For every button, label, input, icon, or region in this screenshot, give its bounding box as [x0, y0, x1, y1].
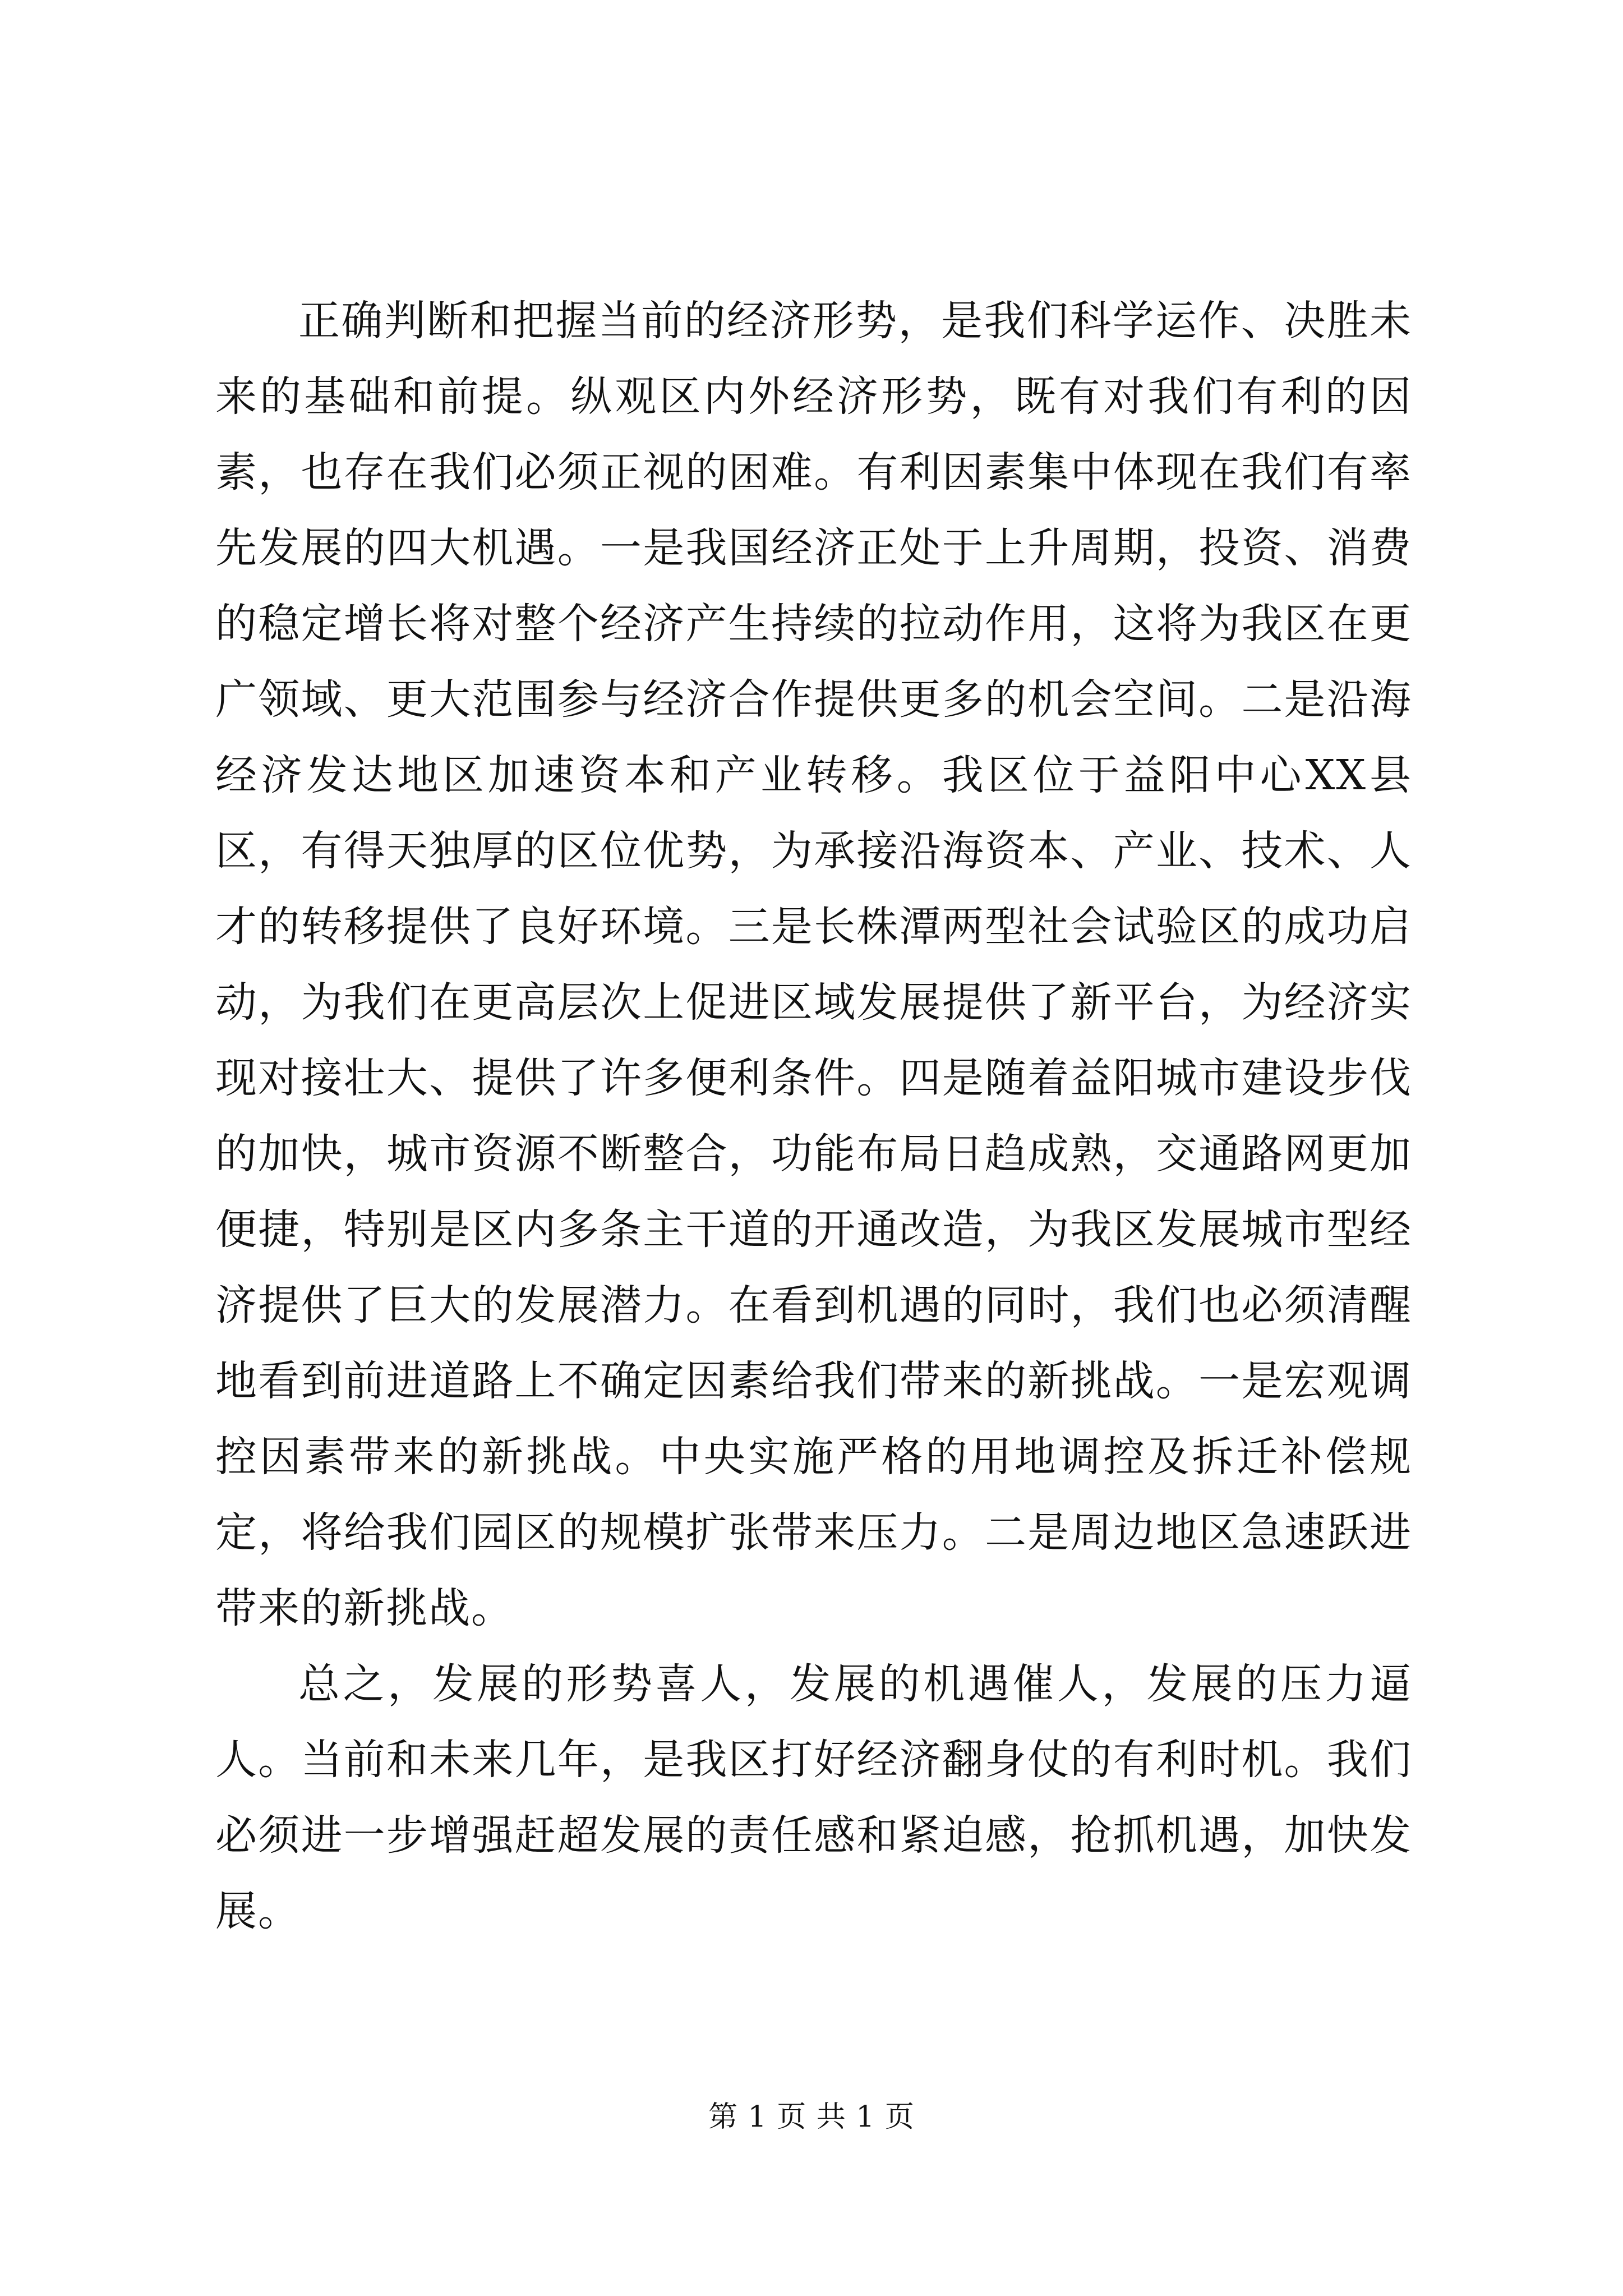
paragraph-conclusion: 总之，发展的形势喜人，发展的机遇催人，发展的压力逼人。当前和未来几年，是我区打好经济翻身仗的有利时机。我们必须进一步增强赶超发展的责任感和紧迫感，抢抓机遇，加快发展。: [215, 1660, 1412, 1935]
document-body: [215, 283, 1412, 1949]
page-footer: 第 1 页 共 1 页: [708, 2100, 915, 2134]
paragraph-economic-situation: 正确判断和把握当前的经济形势，是我们科学运作、决胜未来的基础和前提。纵观区内外经济形势，既有对我们有利的因素，也存在我们必须正视的困难。有利因素集中体现在我们有率先发展的四大机遇。一是我国经济正处于上升周期，投资、消费的稳定增长将对整个经济产生持续的拉动作用，这将为我区在更广领域、更大范围参与经济合作提供更多的机会空间。二是沿海经济发达地区加速资本和产业转移。我区位于益阳中心XX县区，有得天独厚的区位优势，为承接沿海资本、产业、技术、人才的转移提供了良好环境。三是长株潭两型社会试验区的成功启动，为我们在更高层次上促进区域发展提供了新平台，为经济实现对接壮大、提供了许多便利条件。四是随着益阳城市建设步伐的加快，城市资源不断整合，功能布局日趋成熟，交通路网更加便捷，特别是区内多条主干道的开通改造，为我区发展城市型经济提供了巨大的发展潜力。在看到机遇的同时，我们也必须清醒地看到前进道路上不确定因素给我们带来的新挑战。一是宏观调控因素带来的新挑战。中央实施严格的用地调控及拆迁补偿规定，将给我们园区的规模扩张带来压力。二是周边地区急速跃进带来的新挑战。: [215, 297, 1412, 1632]
